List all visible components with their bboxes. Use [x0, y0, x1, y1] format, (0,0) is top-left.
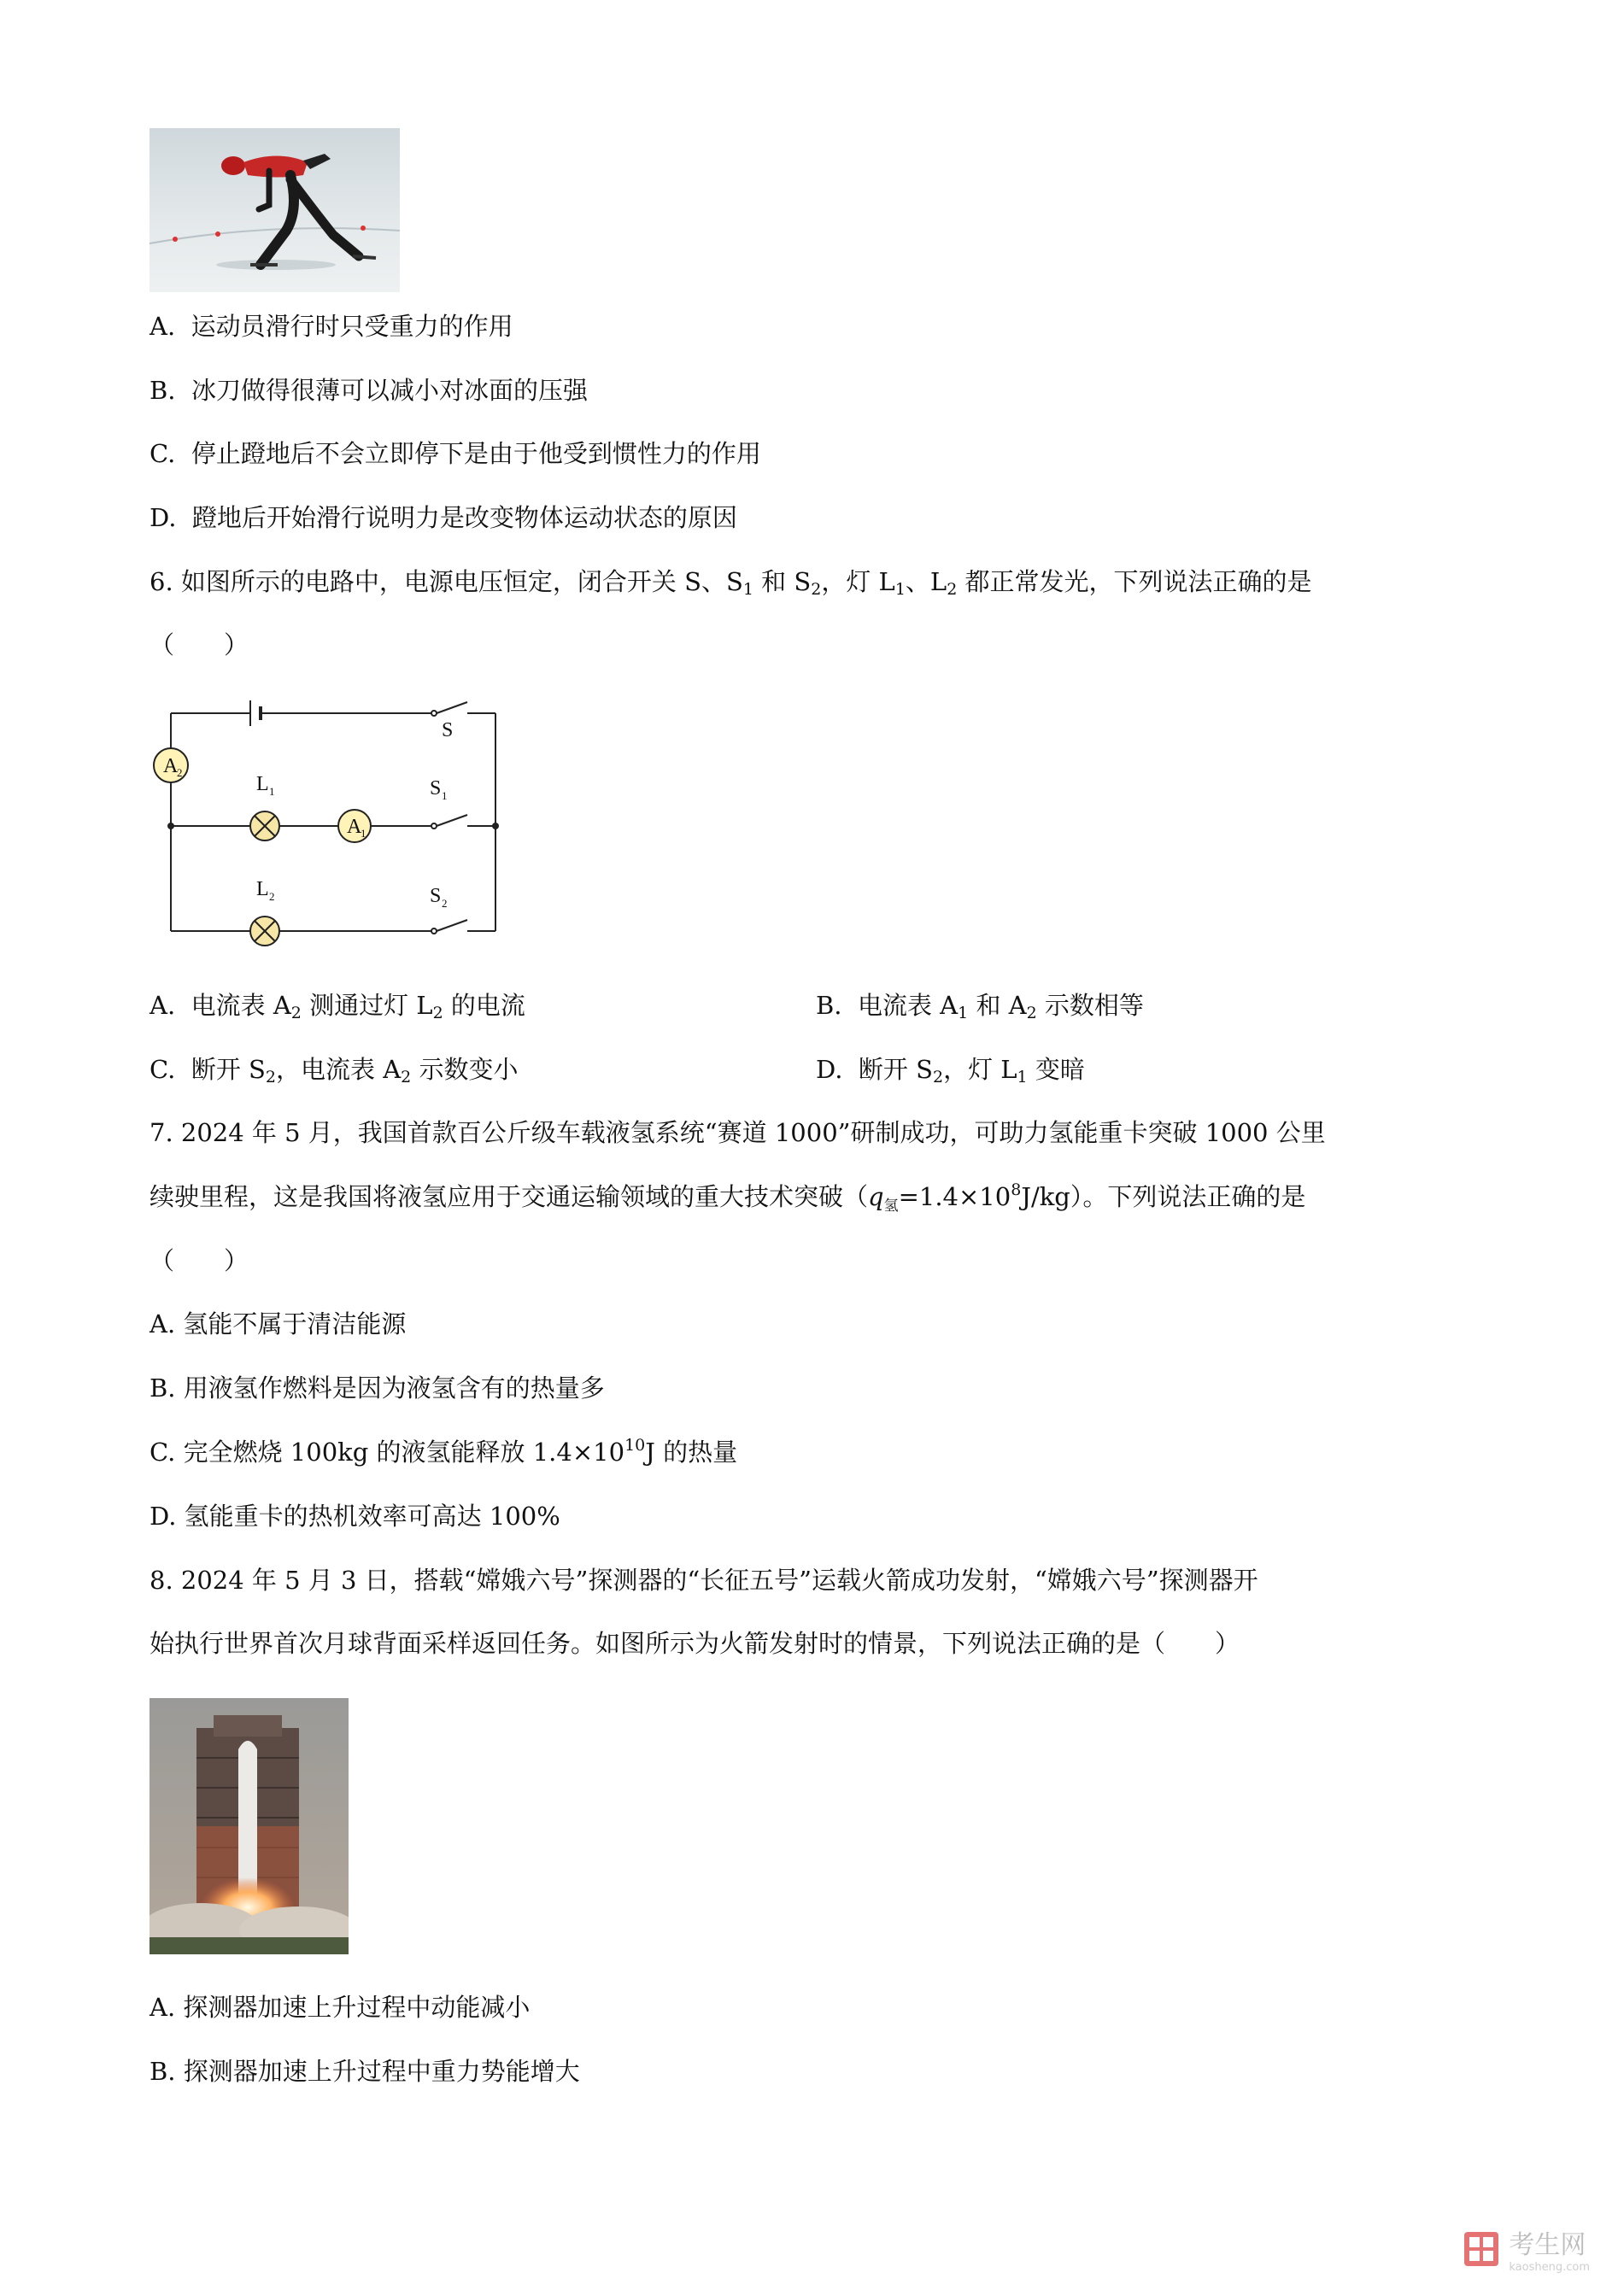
svg-text:S: S — [430, 777, 442, 800]
lamp-l2 — [250, 878, 279, 946]
watermark — [1463, 2223, 1590, 2274]
lamp-l1 — [250, 773, 279, 840]
q8-option-b: B. 探测器加速上升过程中重力势能增大 — [150, 2057, 580, 2086]
q7-option-d: D. 氢能重卡的热机效率可高达 100% — [150, 1502, 560, 1531]
q7-option-a: A. 氢能不属于清洁能源 — [150, 1309, 407, 1338]
q7-option-b: B. 用液氢作燃料是因为液氢含有的热量多 — [150, 1374, 605, 1403]
watermark-logo-icon — [1463, 2230, 1500, 2268]
q5-option-d: D. 蹬地后开始滑行说明力是改变物体运动状态的原因 — [150, 503, 737, 532]
q8-stem-line1: 8. 2024 年 5 月 3 日，搭载“嫦娥六号”探测器的“长征五号”运载火箭成功发射，“嫦娥六号”探测器开 — [150, 1566, 1258, 1595]
svg-text:1: 1 — [361, 827, 366, 840]
q7-stem-line2: 续驶里程，这是我国将液氢应用于交通运输领域的重大技术突破$(q_氢=1.4\times 10^8J/kg)$。下列说法正确的是 — [150, 1180, 1306, 1215]
switch-s1-label — [430, 777, 448, 802]
switch-s-label: S — [442, 719, 454, 741]
svg-text:2: 2 — [269, 890, 275, 903]
q8-stem-line2: 始执行世界首次月球背面采样返回任务。如图所示为火箭发射时的情景，下列说法正确的是（ ） — [150, 1629, 1240, 1658]
q6-option-d: D. 断开 $S_2$，灯 $L_1$ 变暗 — [816, 1055, 1085, 1086]
switch-s2-label — [430, 885, 448, 910]
q6-option-c: C. 断开 $S_2$，电流表 $A_2$ 示数变小 — [150, 1055, 519, 1086]
q6-option-b: B. 电流表 $A_1$ 和 $A_2$ 示数相等 — [816, 991, 1144, 1022]
q7-option-c: C. 完全燃烧 100kg 的液氢能释放 $1.4\times 10^{10}J$ 的热量 — [150, 1436, 738, 1467]
q5-option-c: C. 停止蹬地后不会立即停下是由于他受到惯性力的作用 — [150, 439, 761, 468]
q5-option-b: B. 冰刀做得很薄可以减小对冰面的压强 — [150, 376, 588, 405]
ammeter-a2 — [154, 748, 188, 782]
watermark-text: 考生网 — [1509, 2230, 1586, 2260]
q5-option-a: A. 运动员滑行时只受重力的作用 — [150, 312, 513, 341]
svg-text:2: 2 — [177, 766, 183, 779]
speed-skater-photo — [150, 128, 400, 292]
circuit-diagram — [150, 683, 508, 948]
svg-text:A: A — [163, 755, 179, 777]
q6-answer-bracket: （ ） — [150, 630, 249, 659]
svg-text:S: S — [430, 885, 442, 907]
svg-text:1: 1 — [269, 785, 275, 798]
svg-text:A: A — [347, 816, 362, 838]
svg-text:2: 2 — [442, 897, 448, 910]
svg-text:L: L — [256, 773, 269, 795]
q6-stem: 6. 如图所示的电路中，电源电压恒定，闭合开关 S、$S_1$ 和 $S_2$，灯 $L_1$、$L_2$ 都正常发光，下列说法正确的是 — [150, 567, 1312, 599]
svg-text:1: 1 — [442, 789, 448, 802]
watermark-url: kaosheng.com — [1509, 2261, 1590, 2274]
q8-option-a: A. 探测器加速上升过程中动能减小 — [150, 1993, 531, 2022]
svg-text:L: L — [256, 878, 269, 900]
q7-answer-bracket: （ ） — [150, 1246, 249, 1275]
q6-option-a: A. 电流表 $A_2$ 测通过灯 $L_2$ 的电流 — [150, 991, 525, 1022]
rocket-launch-photo — [150, 1698, 349, 1954]
ammeter-a1 — [338, 810, 371, 842]
q7-stem-line1: 7. 2024 年 5 月，我国首款百公斤级车载液氢系统“赛道 1000”研制成功，可助力氢能重卡突破 1000 公里 — [150, 1118, 1326, 1147]
